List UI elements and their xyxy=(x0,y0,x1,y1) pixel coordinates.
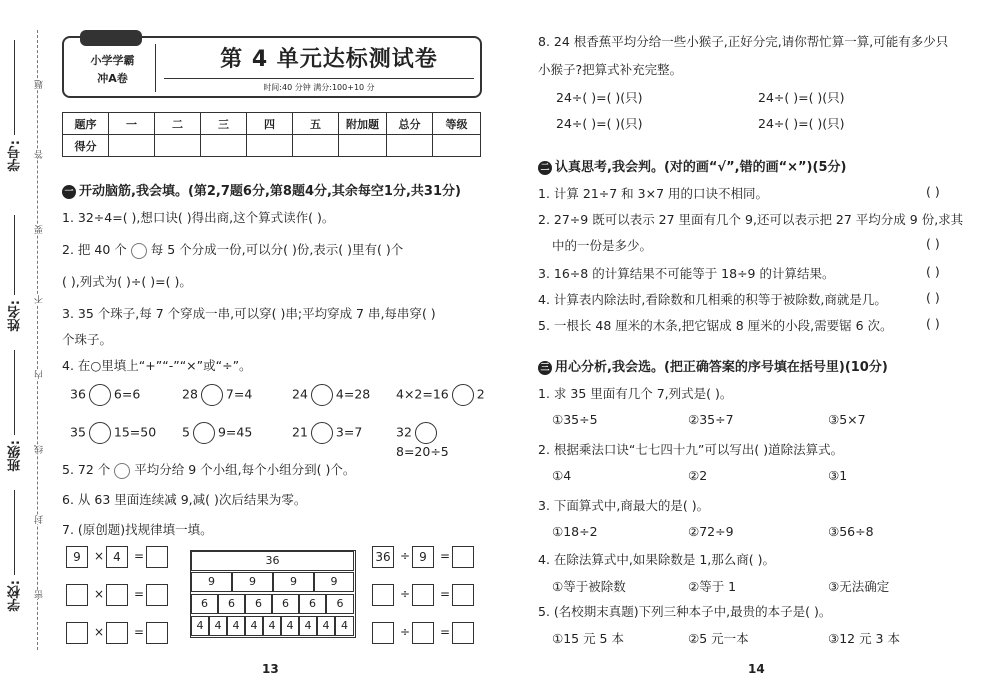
tree-cell: 6 xyxy=(218,594,245,614)
answer-box[interactable] xyxy=(372,622,394,644)
section-1-title: 开动脑筋,我会填。(第2,7题6分,第8题4分,其余每空1分,共31分) xyxy=(79,184,461,199)
score-cell[interactable] xyxy=(433,135,481,157)
section-2-title: 认真思考,我会判。(对的画“√”,错的画“×”)(5分) xyxy=(555,160,847,175)
cut-mark: 题 xyxy=(35,80,45,89)
operator: = xyxy=(134,549,145,563)
school-label: 学校: xyxy=(8,580,23,612)
score-header: 等级 xyxy=(433,113,481,135)
given-box: 9 xyxy=(412,546,434,568)
tree-cell: 6 xyxy=(299,594,326,614)
tree-cell: 9 xyxy=(232,572,273,592)
operator-circle[interactable] xyxy=(201,384,223,406)
answer-box[interactable] xyxy=(412,584,434,606)
score-cell[interactable] xyxy=(247,135,293,157)
q7-divide-pattern xyxy=(372,546,492,646)
score-cell[interactable] xyxy=(201,135,247,157)
question-2-part-b: 每 5 个分成一份,可以分( )份,表示( )里有( )个 xyxy=(150,242,404,257)
student-id-field[interactable] xyxy=(14,40,15,135)
given-box: 36 xyxy=(372,546,394,568)
question-3: 3. 35 个珠子,每 7 个穿成一串,可以穿( )串;平均穿成 7 串,每串穿( ) xyxy=(62,306,436,321)
q4-item xyxy=(70,422,156,444)
q8-equation: 24÷( )=( )(只) xyxy=(758,116,845,131)
operator: × xyxy=(94,625,105,639)
choice-option[interactable]: ③56÷8 xyxy=(828,524,874,539)
answer-box[interactable] xyxy=(146,622,168,644)
cut-mark: 要 xyxy=(35,225,45,234)
operator: × xyxy=(94,549,105,563)
section-1-heading xyxy=(62,180,461,199)
q4-item xyxy=(292,422,362,444)
answer-box[interactable] xyxy=(106,622,128,644)
q4-left: 4×2=16 xyxy=(396,386,449,402)
choice-question-3: 3. 下面算式中,商最大的是( )。 xyxy=(538,498,710,513)
tree-cell: 6 xyxy=(245,594,272,614)
answer-box[interactable] xyxy=(146,584,168,606)
page-number-right: 14 xyxy=(748,662,765,676)
question-6: 6. 从 63 里面连续减 9,减( )次后结果为零。 xyxy=(62,492,307,507)
tree-cell: 9 xyxy=(191,572,232,592)
score-cell[interactable] xyxy=(387,135,433,157)
question-5-part-a: 5. 72 个 xyxy=(62,462,111,477)
student-id-label: 学号: xyxy=(8,140,23,172)
q4-right: 4=28 xyxy=(335,386,371,402)
q4-operator-grid xyxy=(70,384,490,459)
q4-right: 3=7 xyxy=(335,424,363,440)
score-header: 四 xyxy=(247,113,293,135)
q8-equation: 24÷( )=( )(只) xyxy=(758,90,845,105)
exam-title: 第 4 单元达标测试卷 xyxy=(220,47,438,72)
operator: ÷ xyxy=(400,549,411,563)
judge-item: 1. 计算 21÷7 和 3×7 用的口诀不相同。 xyxy=(538,186,769,201)
section-number-icon: 三 xyxy=(538,361,552,375)
q4-item xyxy=(182,384,252,406)
badge-line2: 冲A卷 xyxy=(97,72,128,85)
question-2-continued: ( ),列式为( )÷( )=( )。 xyxy=(62,274,192,289)
answer-box[interactable] xyxy=(452,622,474,644)
q4-right: 15=50 xyxy=(113,424,157,440)
q4-left: 32 xyxy=(396,424,412,440)
choice-option[interactable]: ③无法确定 xyxy=(828,579,890,594)
section-2-heading xyxy=(538,156,846,175)
q8-equation: 24÷( )=( )(只) xyxy=(556,116,643,131)
question-8-continued: 小猴子?把算式补充完整。 xyxy=(538,62,683,77)
cut-mark: 答 xyxy=(35,150,45,159)
answer-box[interactable] xyxy=(66,584,88,606)
score-cell[interactable] xyxy=(293,135,339,157)
tree-cell: 4 xyxy=(227,616,245,636)
choice-question-2: 2. 根据乘法口诀“七七四十九”可以写出( )道除法算式。 xyxy=(538,442,844,457)
right-page xyxy=(538,32,988,672)
operator: ÷ xyxy=(400,587,411,601)
q4-right: 2 xyxy=(476,386,485,402)
q7-multiply-pattern xyxy=(66,546,186,646)
tree-cell: 6 xyxy=(191,594,218,614)
answer-box[interactable] xyxy=(452,546,474,568)
question-5 xyxy=(62,460,355,479)
hand-icon xyxy=(131,243,147,259)
answer-box[interactable] xyxy=(146,546,168,568)
operator: = xyxy=(440,625,451,639)
cut-mark: 内 xyxy=(35,370,45,379)
tree-cell: 9 xyxy=(314,572,354,592)
exam-subtitle: 时间:40 分钟 满分:100+10 分 xyxy=(164,78,474,93)
operator-circle[interactable] xyxy=(193,422,215,444)
section-number-icon: 二 xyxy=(538,161,552,175)
choice-option[interactable]: ②35÷7 xyxy=(688,412,734,427)
class-field[interactable] xyxy=(14,350,15,435)
judge-item: 4. 计算表内除法时,看除数和几相乘的积等于被除数,商就是几。 xyxy=(538,292,887,307)
score-header: 附加题 xyxy=(339,113,387,135)
operator-circle[interactable] xyxy=(311,384,333,406)
score-header: 一 xyxy=(109,113,155,135)
question-3-continued: 个珠子。 xyxy=(62,332,113,347)
cut-mark: 密 xyxy=(35,590,45,599)
judge-answer-blank[interactable]: ( ) xyxy=(926,264,940,279)
q4-item xyxy=(396,384,485,406)
operator: = xyxy=(440,549,451,563)
question-1: 1. 32÷4=( ),想口诀( )得出商,这个算式读作( )。 xyxy=(62,210,335,225)
tree-cell: 4 xyxy=(245,616,263,636)
tree-cell: 4 xyxy=(191,616,209,636)
page-number-left: 13 xyxy=(262,662,279,676)
q4-left: 35 xyxy=(70,424,86,440)
q4-left: 28 xyxy=(182,386,198,402)
choice-option[interactable]: ③12 元 3 本 xyxy=(828,631,900,646)
school-field[interactable] xyxy=(14,490,15,575)
operator-circle[interactable] xyxy=(415,422,437,444)
judge-answer-blank[interactable]: ( ) xyxy=(926,290,940,305)
judge-item: 3. 16÷8 的计算结果不可能等于 18÷9 的计算结果。 xyxy=(538,266,835,281)
tree-cell: 4 xyxy=(335,616,354,636)
operator-circle[interactable] xyxy=(89,422,111,444)
answer-box[interactable] xyxy=(452,584,474,606)
q4-left: 5 xyxy=(182,424,190,440)
score-header: 题序 xyxy=(63,113,109,135)
judge-answer-blank[interactable]: ( ) xyxy=(926,316,940,331)
question-5-part-b: 平均分给 9 个小组,每个小组分到( )个。 xyxy=(134,462,356,477)
q8-equation: 24÷( )=( )(只) xyxy=(556,90,643,105)
q4-item xyxy=(292,384,370,406)
judge-item: 5. 一根长 48 厘米的木条,把它锯成 8 厘米的小段,需要锯 6 次。 xyxy=(538,318,893,333)
choice-option[interactable]: ①35÷5 xyxy=(552,412,598,427)
candy-icon xyxy=(114,463,130,479)
badge-line1: 小学学霸 xyxy=(90,54,135,67)
choice-question-1: 1. 求 35 里面有几个 7,列式是( )。 xyxy=(538,386,733,401)
answer-box[interactable] xyxy=(412,622,434,644)
name-field[interactable] xyxy=(14,215,15,295)
judge-answer-blank[interactable]: ( ) xyxy=(926,236,940,251)
score-cell[interactable] xyxy=(109,135,155,157)
binding-margin xyxy=(0,0,50,684)
tree-cell: 6 xyxy=(272,594,299,614)
tree-cell: 4 xyxy=(299,616,317,636)
q4-right: 7=4 xyxy=(225,386,253,402)
q4-right: 6=6 xyxy=(113,386,141,402)
q7-division-tree xyxy=(190,550,356,638)
score-header: 三 xyxy=(201,113,247,135)
q4-left: 21 xyxy=(292,424,308,440)
choice-option[interactable]: ①15 元 5 本 xyxy=(552,631,624,646)
judge-item: 2. 27÷9 既可以表示 27 里面有几个 9,还可以表示把 27 平均分成 9 份,求其 xyxy=(538,212,964,227)
score-row xyxy=(63,135,481,157)
choice-question-5: 5. (名校期末真题)下列三种本子中,最贵的本子是( )。 xyxy=(538,604,832,619)
score-cell[interactable] xyxy=(155,135,201,157)
operator: = xyxy=(134,587,145,601)
choice-option[interactable]: ②72÷9 xyxy=(688,524,734,539)
q4-left: 24 xyxy=(292,386,308,402)
question-7: 7. (原创题)找规律填一填。 xyxy=(62,522,213,537)
score-row-label: 得分 xyxy=(63,135,109,157)
choice-option[interactable]: ②2 xyxy=(688,468,708,483)
section-3-heading xyxy=(538,356,888,375)
tree-cell: 4 xyxy=(263,616,281,636)
tree-cell: 6 xyxy=(326,594,354,614)
tree-cell: 4 xyxy=(317,616,335,636)
question-8: 8. 24 根香蕉平均分给一些小猴子,正好分完,请你帮忙算一算,可能有多少只 xyxy=(538,34,949,49)
tree-cell: 4 xyxy=(209,616,227,636)
question-4: 4. 在○里填上“+”“-”“×”或“÷”。 xyxy=(62,358,252,373)
series-badge xyxy=(70,44,156,92)
tree-cell: 4 xyxy=(281,616,299,636)
q4-item xyxy=(70,384,140,406)
score-header: 五 xyxy=(293,113,339,135)
cut-line xyxy=(37,30,38,650)
score-header: 二 xyxy=(155,113,201,135)
answer-box[interactable] xyxy=(372,584,394,606)
choice-option[interactable]: ①18÷2 xyxy=(552,524,598,539)
given-box: 9 xyxy=(66,546,88,568)
q4-item xyxy=(396,422,490,459)
choice-option[interactable]: ③5×7 xyxy=(828,412,866,427)
choice-option[interactable]: ③1 xyxy=(828,468,848,483)
choice-question-4: 4. 在除法算式中,如果除数是 1,那么商( )。 xyxy=(538,552,776,567)
cut-mark: 封 xyxy=(35,515,45,524)
q4-item xyxy=(182,422,252,444)
q4-right: 9=45 xyxy=(217,424,253,440)
operator-circle[interactable] xyxy=(311,422,333,444)
q4-left: 36 xyxy=(70,386,86,402)
name-label: 姓名: xyxy=(8,300,23,332)
operator-circle[interactable] xyxy=(89,384,111,406)
answer-box[interactable] xyxy=(106,584,128,606)
tree-top: 36 xyxy=(191,551,354,571)
operator: × xyxy=(94,587,105,601)
judge-item-continued: 中的一份是多少。 xyxy=(552,238,653,253)
choice-option[interactable]: ①4 xyxy=(552,468,572,483)
judge-answer-blank[interactable]: ( ) xyxy=(926,184,940,199)
question-2-part-a: 2. 把 40 个 xyxy=(62,242,127,257)
class-label: 班级: xyxy=(8,440,23,472)
operator: = xyxy=(134,625,145,639)
choice-option[interactable]: ②5 元一本 xyxy=(688,631,749,646)
score-header: 总分 xyxy=(387,113,433,135)
choice-option[interactable]: ①等于被除数 xyxy=(552,579,626,594)
section-3-title: 用心分析,我会选。(把正确答案的序号填在括号里)(10分) xyxy=(555,360,888,375)
cut-mark: 不 xyxy=(35,295,45,304)
exam-header xyxy=(62,36,482,98)
q4-right: 8=20÷5 xyxy=(396,444,449,459)
answer-box[interactable] xyxy=(66,622,88,644)
operator: = xyxy=(440,587,451,601)
choice-option[interactable]: ②等于 1 xyxy=(688,579,737,594)
question-2 xyxy=(62,240,403,259)
score-table xyxy=(62,112,481,157)
tree-cell: 9 xyxy=(273,572,314,592)
operator: ÷ xyxy=(400,625,411,639)
cut-mark: 线 xyxy=(35,445,45,454)
section-number-icon: 一 xyxy=(62,185,76,199)
given-box: 4 xyxy=(106,546,128,568)
score-cell[interactable] xyxy=(339,135,387,157)
score-header-row xyxy=(63,113,481,135)
operator-circle[interactable] xyxy=(452,384,474,406)
